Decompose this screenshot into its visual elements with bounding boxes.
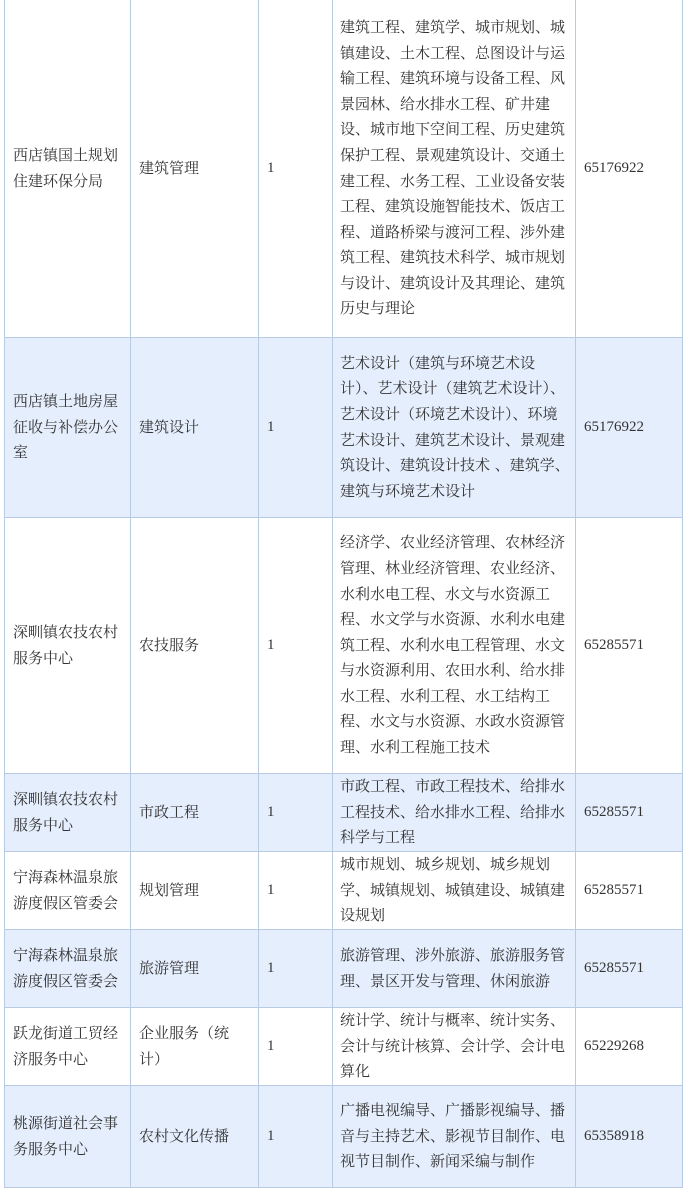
majors-cell: 建筑工程、建筑学、城市规划、城镇建设、土木工程、总图设计与运输工程、建筑环境与设备工程、风景园林、给水排水工程、矿井建设、城市地下空间工程、历史建筑保护工程、景观建筑设计、交通土建工程、水务工程、工业设备安装工程、建筑设施智能技术、饭店工程、道路桥梁与渡河工程、涉外建筑工程、建筑技术科学、城市规划与设计、建筑设计及其理论、建筑历史与理论: [333, 0, 576, 338]
count-cell: 1: [259, 0, 333, 338]
table-row: [5, 1008, 683, 1086]
position-cell: 规划管理: [131, 852, 259, 930]
majors-cell: 城市规划、城乡规划、城乡规划学、城镇规划、城镇建设、城镇建设规划: [333, 852, 576, 930]
majors-cell: 广播电视编导、广播影视编导、播音与主持艺术、影视节目制作、电视节目制作、新闻采编与制作: [333, 1086, 576, 1188]
table-row: [5, 852, 683, 930]
phone-cell: 65358918: [576, 1086, 683, 1188]
count-cell: 1: [259, 852, 333, 930]
position-cell: 企业服务（统计）: [131, 1008, 259, 1086]
phone-cell: 65285571: [576, 518, 683, 774]
unit-cell: 西店镇国土规划住建环保分局: [5, 0, 131, 338]
table-row: [5, 1086, 683, 1188]
unit-cell: 西店镇土地房屋征收与补偿办公室: [5, 338, 131, 518]
phone-cell: 65176922: [576, 338, 683, 518]
table-row: [5, 518, 683, 774]
unit-cell: 跃龙街道工贸经济服务中心: [5, 1008, 131, 1086]
majors-cell: 艺术设计（建筑与环境艺术设计）、艺术设计（建筑艺术设计）、艺术设计（环境艺术设计）、环境艺术设计、建筑艺术设计、景观建筑设计、建筑设计技术 、建筑学、建筑与环境艺术设计: [333, 338, 576, 518]
count-cell: 1: [259, 518, 333, 774]
table-row: [5, 0, 683, 338]
count-cell: 1: [259, 774, 333, 852]
phone-cell: 65285571: [576, 930, 683, 1008]
position-cell: 农技服务: [131, 518, 259, 774]
count-cell: 1: [259, 930, 333, 1008]
table-row: [5, 338, 683, 518]
position-cell: 建筑设计: [131, 338, 259, 518]
phone-cell: 65176922: [576, 0, 683, 338]
majors-cell: 经济学、农业经济管理、农林经济管理、林业经济管理、农业经济、水利水电工程、水文与水资源工程、水文学与水资源、水利水电建筑工程、水利水电工程管理、水文与水资源利用、农田水利、给水排水工程、水利工程、水工结构工程、水文与水资源、水政水资源管理、水利工程施工技术: [333, 518, 576, 774]
table-row: [5, 774, 683, 852]
count-cell: 1: [259, 338, 333, 518]
unit-cell: 深甽镇农技农村服务中心: [5, 518, 131, 774]
unit-cell: 宁海森林温泉旅游度假区管委会: [5, 930, 131, 1008]
position-cell: 旅游管理: [131, 930, 259, 1008]
count-cell: 1: [259, 1008, 333, 1086]
count-cell: 1: [259, 1086, 333, 1188]
phone-cell: 65229268: [576, 1008, 683, 1086]
position-cell: 农村文化传播: [131, 1086, 259, 1188]
unit-cell: 深甽镇农技农村服务中心: [5, 774, 131, 852]
position-cell: 市政工程: [131, 774, 259, 852]
unit-cell: 桃源街道社会事务服务中心: [5, 1086, 131, 1188]
position-table: [4, 0, 683, 1188]
position-cell: 建筑管理: [131, 0, 259, 338]
table-row: [5, 930, 683, 1008]
majors-cell: 统计学、统计与概率、统计实务、会计与统计核算、会计学、会计电算化: [333, 1008, 576, 1086]
majors-cell: 旅游管理、涉外旅游、旅游服务管理、景区开发与管理、休闲旅游: [333, 930, 576, 1008]
unit-cell: 宁海森林温泉旅游度假区管委会: [5, 852, 131, 930]
phone-cell: 65285571: [576, 852, 683, 930]
majors-cell: 市政工程、市政工程技术、给排水工程技术、给水排水工程、给排水科学与工程: [333, 774, 576, 852]
phone-cell: 65285571: [576, 774, 683, 852]
